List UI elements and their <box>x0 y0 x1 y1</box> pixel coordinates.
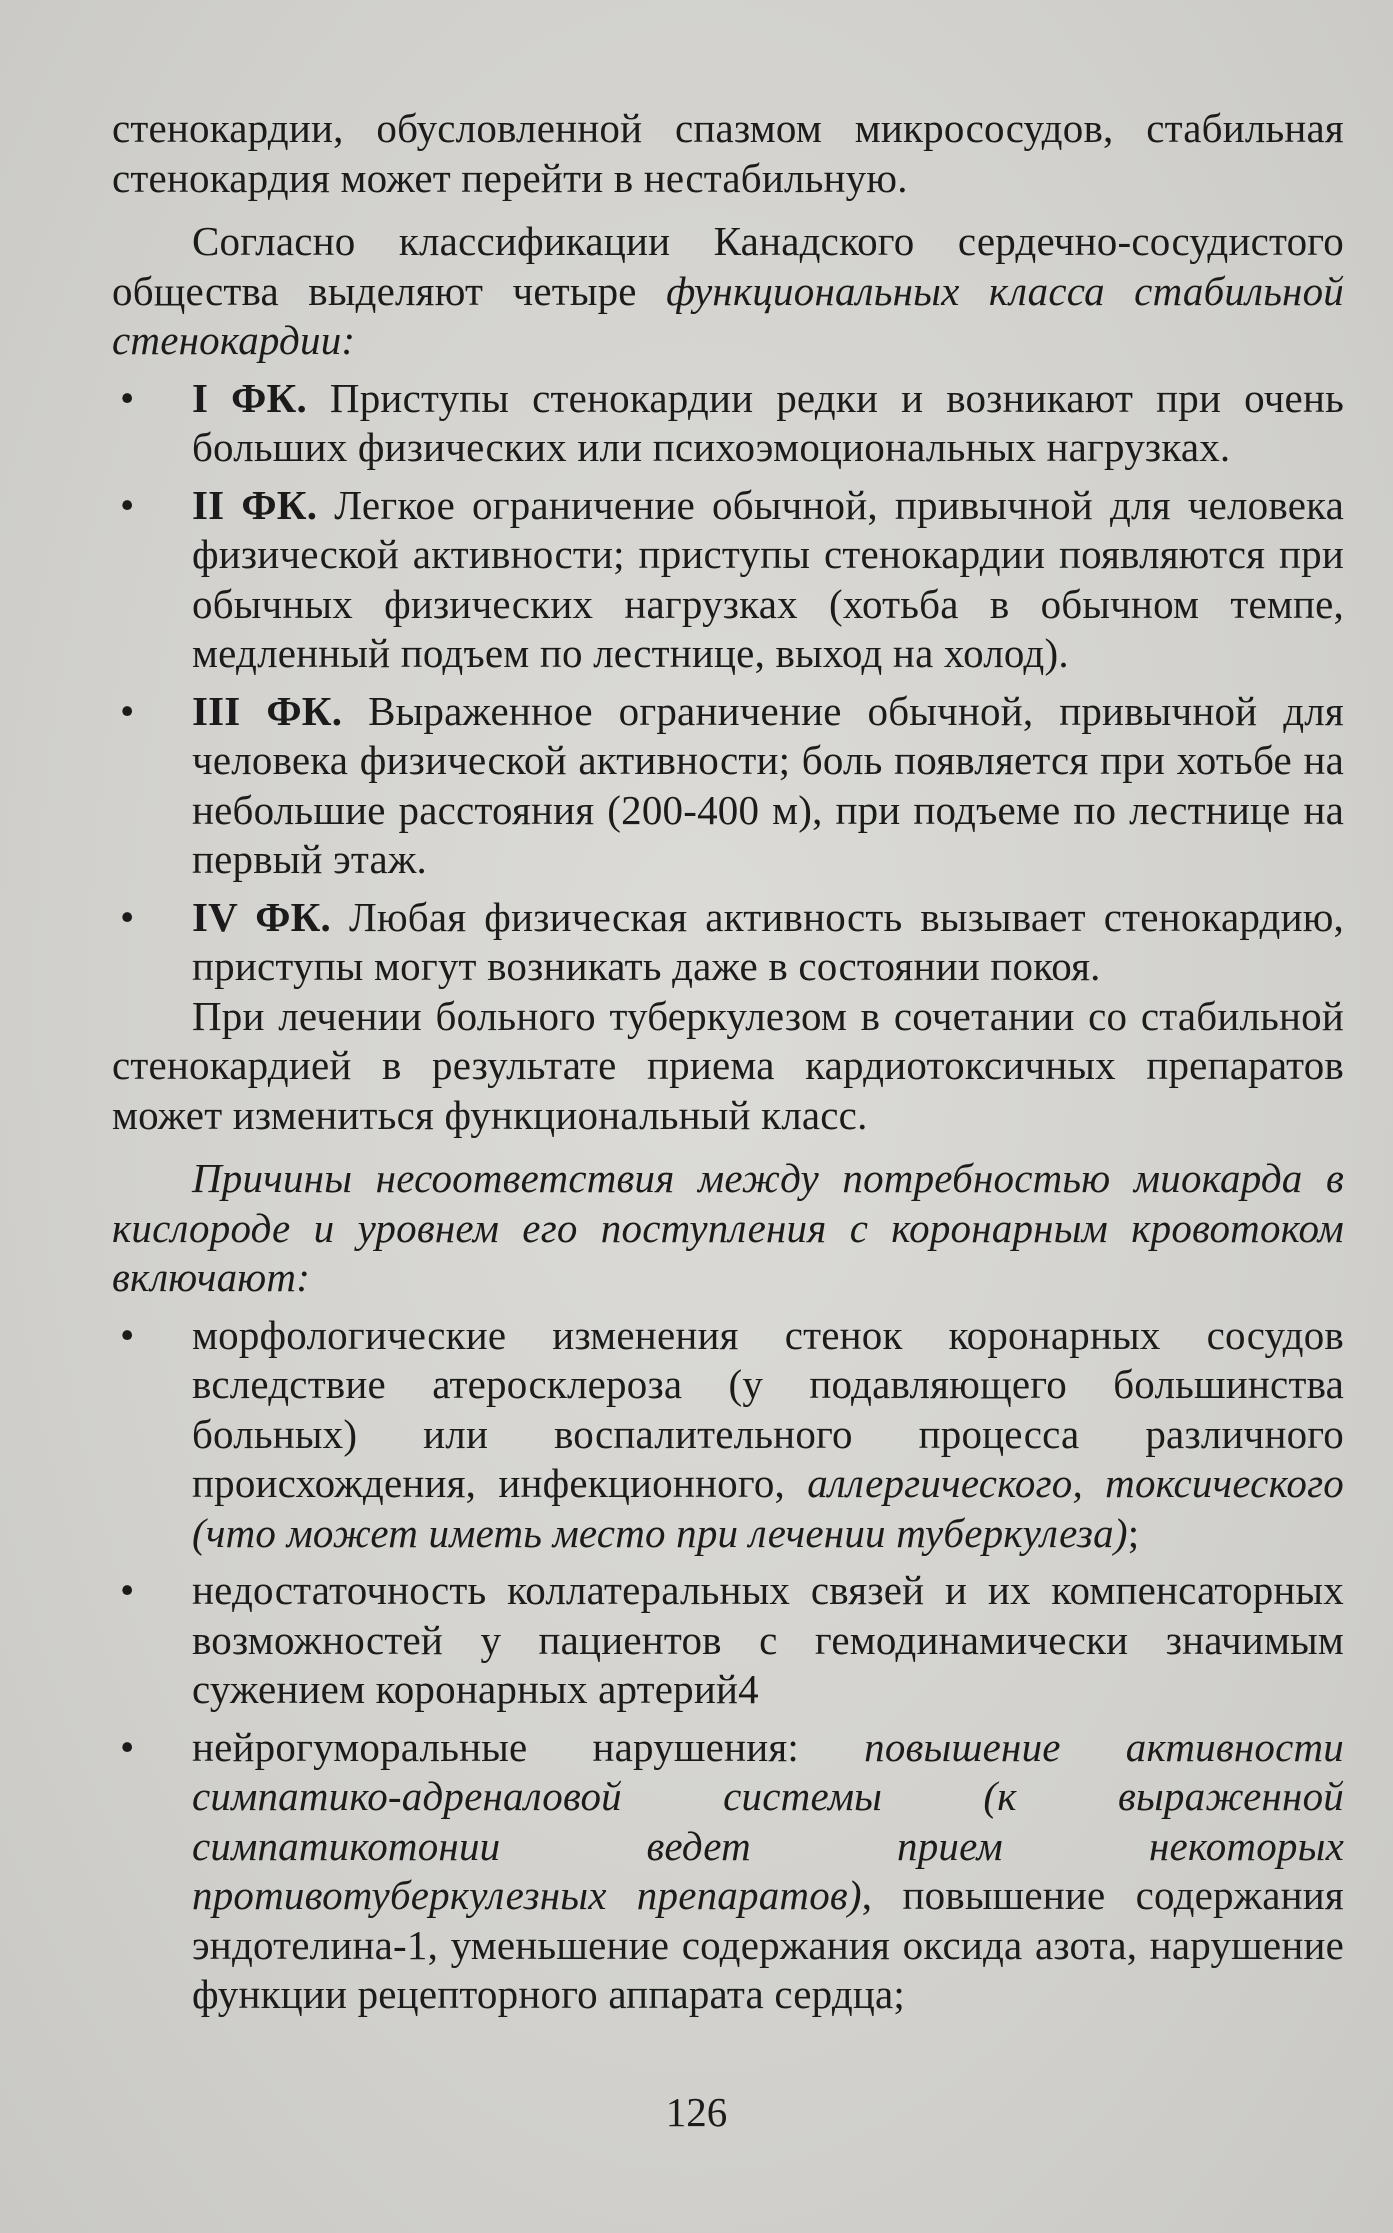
fc-text: Выраженное ограничение обычной, привычной для человека физической активности; боль появляется при хотьбе на небольшие расстояния (200-400 м), при подъеме по лестнице на первый этаж. <box>192 687 1344 882</box>
fc-label: II ФК. <box>192 481 318 528</box>
bullet-icon: • <box>120 1567 135 1613</box>
fc-item-3 <box>112 687 1344 885</box>
page-number: 126 <box>665 2089 728 2135</box>
cause-item-3 <box>112 1723 1344 2020</box>
fc-text: Приступы стенокардии редки и возникают при очень больших физических или психоэмоциональных нагрузках. <box>192 374 1344 470</box>
main-text <box>112 104 1344 2020</box>
treatment-paragraph: При лечении больного туберкулезом в сочетании со стабильной стенокардией в результате приема кардиотоксичных препаратов может измениться функциональный класс. <box>112 992 1344 1138</box>
cause-tail: , повышение содержания эндотелина-1, уменьшение содержания оксида азота, нарушение функции рецепторного аппарата сердца; <box>192 1872 1344 2017</box>
bullet-icon: • <box>120 481 135 528</box>
cause-italic: повышение активности симпатико-адреналовой системы (к выраженной симпатикотонии ведет прием некоторых противотуберкулезных препаратов) <box>192 1723 1344 1918</box>
bullet-icon: • <box>120 893 135 940</box>
cause-tail: ; <box>1127 1509 1140 1556</box>
fc-item-1 <box>112 374 1344 473</box>
fc-item-2 <box>112 481 1344 679</box>
bullet-icon: • <box>120 1723 135 1770</box>
intro-paragraph: стенокардии, обусловленной спазмом микрососудов, стабильная стенокардия может перейти в нестабильную. <box>112 105 1344 201</box>
bullet-icon: • <box>120 374 135 421</box>
fc-item-4 <box>112 893 1344 992</box>
cause-text: морфологические изменения стенок коронарных сосудов вследствие атеросклероза (у подавляющего большинства больных) или воспалительного процесса различного происхождения, инфекционного, <box>192 1311 1344 1506</box>
classification-italic: функциональных класса стабильной стенокардии: <box>112 267 1344 363</box>
cause-text: нейрогуморальные нарушения: <box>192 1723 865 1770</box>
cause-item-1 <box>112 1311 1344 1559</box>
fc-label: I ФК. <box>192 374 307 421</box>
cause-item-2 <box>112 1566 1344 1715</box>
fc-label: IV ФК. <box>192 893 331 940</box>
fc-text: Любая физическая активность вызывает стенокардию, приступы могут возникать даже в состоянии покоя. <box>192 893 1344 989</box>
fc-text: Легкое ограничение обычной, привычной для человека физической активности; приступы стенокардии появляются при обычных физических нагрузках (хотьба в обычном темпе, медленный подъем по лестнице, выход на холод). <box>192 481 1344 676</box>
bullet-icon: • <box>120 1311 135 1358</box>
causes-heading: Причины несоответствия между потребностью миокарда в кислороде и уровнем его поступления с коронарным кровотоком включают: <box>112 1155 1344 1300</box>
cause-italic: аллергического, токсического (что может иметь место при лечении туберкулеза) <box>192 1460 1344 1556</box>
fc-label: III ФК. <box>192 687 343 734</box>
bullet-icon: • <box>120 687 135 734</box>
classification-lead: Согласно классификации Канадского сердечно-сосудистого общества выделяют четыре <box>112 218 1344 314</box>
cause-text: недостаточность коллатеральных связей и их компенсаторных возможностей у пациентов с гемодинамически значимым сужением коронарных артерий4 <box>192 1567 1344 1712</box>
classification-paragraph <box>112 217 1344 366</box>
